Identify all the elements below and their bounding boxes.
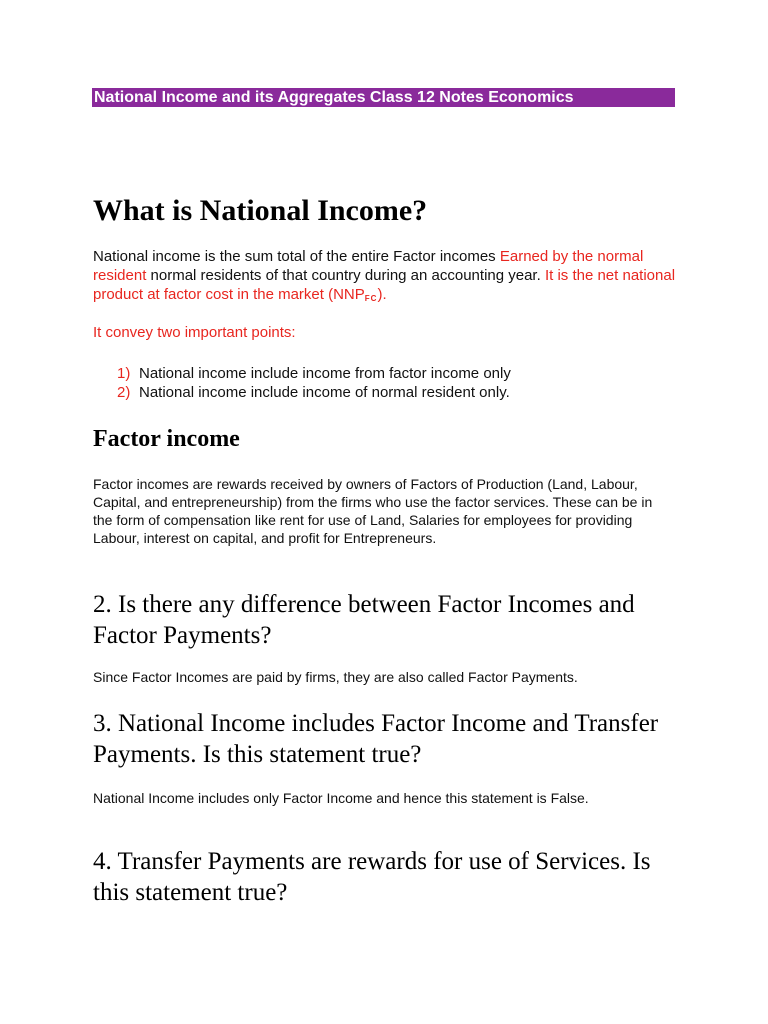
list-number: 1) (117, 365, 131, 382)
question-4-heading: 4. Transfer Payments are rewards for use of Services. Is this statement true? (93, 848, 651, 906)
question-3-answer: National Income includes only Factor Income and hence this statement is False. (93, 790, 589, 806)
nnp-subscript: FC (364, 294, 378, 303)
definition-text-5: ). (377, 286, 387, 303)
points-intro: It convey two important points: (93, 324, 296, 341)
definition-text-2: Earned by the normal resident (93, 248, 644, 284)
definition-text-3: normal residents of that country during an accounting year. (146, 267, 545, 284)
list-text: National income include income from factor income only (139, 365, 511, 382)
question-2-heading: 2. Is there any difference between Factor Incomes and Factor Payments? (93, 591, 635, 649)
national-income-definition (93, 247, 693, 308)
list-item (117, 383, 511, 402)
heading-factor-income: Factor income (93, 426, 240, 452)
points-list (117, 364, 511, 402)
document-title-banner: National Income and its Aggregates Class 12 Notes Economics (92, 88, 675, 107)
factor-income-paragraph: Factor incomes are rewards received by owners of Factors of Production (Land, Labour, Capital, and entrepreneurship) from the firms who use the factor services. These can be in the form of compensation like rent for use of Land, Salaries for employees for providing Labour, interest on capital, and profit for Entrepreneurs. (93, 476, 653, 546)
list-item (117, 364, 511, 383)
definition-text-4: It is the net national product at factor cost in the market (NNP (93, 267, 676, 303)
question-3-heading: 3. National Income includes Factor Income and Transfer Payments. Is this statement true? (93, 710, 659, 768)
question-2-answer: Since Factor Incomes are paid by firms, they are also called Factor Payments. (93, 669, 578, 685)
list-number: 2) (117, 384, 131, 401)
definition-text-1: National income is the sum total of the entire Factor incomes (93, 248, 500, 265)
heading-what-is-national-income: What is National Income? (93, 194, 428, 227)
list-text: National income include income of normal resident only. (139, 384, 510, 401)
